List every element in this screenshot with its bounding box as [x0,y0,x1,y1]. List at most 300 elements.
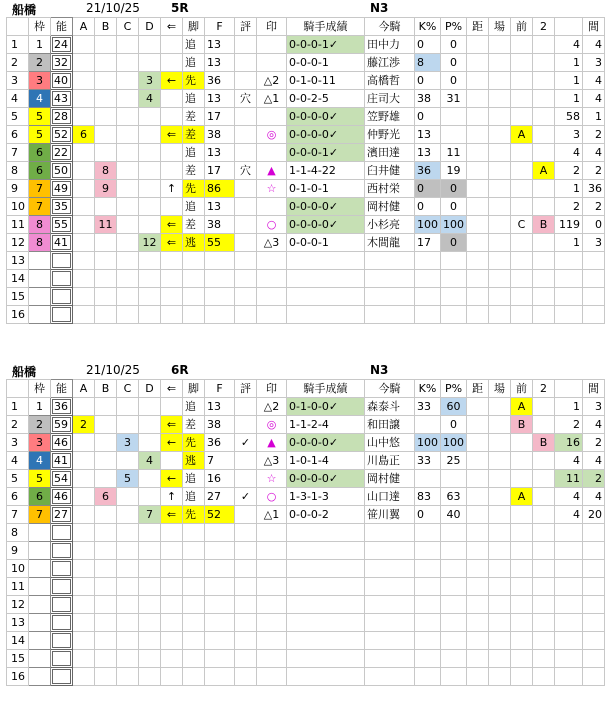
x-cell [555,542,583,560]
f-cell: 13 [205,36,235,54]
waku-cell: 7 [29,506,51,524]
interval-cell [583,288,605,306]
prev-cell [511,234,533,252]
mark-cell: ▲ [257,434,287,452]
k-percent-cell: 36 [415,162,441,180]
mark-cell [257,108,287,126]
f-cell: 17 [205,108,235,126]
jockey-cell: 山中悠 [365,434,415,452]
eval-cell [235,578,257,596]
row-number: 9 [7,180,29,198]
course-cell [489,506,511,524]
b-cell [95,506,117,524]
interval-cell [583,578,605,596]
jockey-cell: 小杉亮 [365,216,415,234]
mark-cell: △1 [257,506,287,524]
d-cell [139,36,161,54]
waku-cell: 2 [29,416,51,434]
p-percent-cell [441,524,467,542]
interval-cell [583,542,605,560]
jockey-record-cell: 1-1-4-22 [287,162,365,180]
k-percent-cell [415,306,441,324]
second-cell [533,524,555,542]
k-percent-cell: 0 [415,506,441,524]
mark-cell: ☆ [257,180,287,198]
race-place: 船橋 [12,365,37,379]
prev-cell [511,614,533,632]
mark-cell [257,596,287,614]
course-cell [489,542,511,560]
mark-cell [257,632,287,650]
row-number: 12 [7,596,29,614]
p-percent-cell: 60 [441,398,467,416]
f-cell: 38 [205,416,235,434]
interval-cell: 4 [583,416,605,434]
waku-cell [29,632,51,650]
ability-cell [51,560,73,578]
prev-cell [511,470,533,488]
course-cell [489,560,511,578]
b-cell [95,416,117,434]
c-cell [117,506,139,524]
arrow-cell: ↑ [161,180,183,198]
f-cell [205,270,235,288]
arrow-cell [161,650,183,668]
a-cell [73,542,95,560]
mark-cell: ○ [257,488,287,506]
p-percent-cell [441,108,467,126]
prev-cell: A [511,126,533,144]
c-cell [117,108,139,126]
c-cell [117,614,139,632]
a-cell [73,398,95,416]
f-cell [205,560,235,578]
row-number: 3 [7,72,29,90]
jockey-cell [365,614,415,632]
k-percent-cell [415,252,441,270]
course-cell [489,288,511,306]
style-cell: 先 [183,434,205,452]
b-cell [95,198,117,216]
style-cell: 追 [183,144,205,162]
jockey-record-cell: 0-0-0-1✓ [287,144,365,162]
table-row [7,452,605,470]
p-percent-cell: 0 [441,234,467,252]
jockey-record-cell: 0-1-0-0✓ [287,398,365,416]
column-header: 場 [489,380,511,398]
a-cell: 2 [73,416,95,434]
x-cell: 1 [555,234,583,252]
ability-cell [51,578,73,596]
d-cell [139,126,161,144]
f-cell: 86 [205,180,235,198]
jockey-cell [365,578,415,596]
interval-cell: 2 [583,434,605,452]
x-cell [555,632,583,650]
c-cell [117,198,139,216]
style-cell: 先 [183,506,205,524]
prev-cell [511,54,533,72]
distance-cell [467,234,489,252]
style-cell: 逃 [183,234,205,252]
d-cell [139,108,161,126]
table-header-row [7,18,605,36]
b-cell [95,54,117,72]
k-percent-cell [415,596,441,614]
k-percent-cell: 8 [415,54,441,72]
b-cell [95,288,117,306]
row-number: 4 [7,452,29,470]
table-row [7,632,605,650]
course-cell [489,54,511,72]
c-cell [117,288,139,306]
column-header: D [139,18,161,36]
jockey-cell [365,668,415,686]
course-cell [489,144,511,162]
row-number: 2 [7,54,29,72]
jockey-cell: 岡村健 [365,198,415,216]
ability-cell: 55 [51,216,73,234]
second-cell [533,54,555,72]
second-cell: B [533,216,555,234]
row-number: 6 [7,488,29,506]
mark-cell: ◎ [257,416,287,434]
row-number: 15 [7,288,29,306]
b-cell [95,72,117,90]
mark-cell [257,542,287,560]
a-cell [73,650,95,668]
column-header: 脚 [183,380,205,398]
jockey-cell [365,632,415,650]
jockey-cell: 笠野雄 [365,108,415,126]
mark-cell: ○ [257,216,287,234]
second-cell [533,288,555,306]
waku-cell: 8 [29,234,51,252]
waku-cell: 6 [29,144,51,162]
f-cell [205,252,235,270]
mark-cell: △3 [257,234,287,252]
course-cell [489,216,511,234]
style-cell [183,668,205,686]
prev-cell [511,560,533,578]
table-row [7,216,605,234]
waku-cell: 1 [29,398,51,416]
row-number: 1 [7,398,29,416]
x-cell [555,524,583,542]
waku-cell [29,560,51,578]
b-cell [95,560,117,578]
waku-cell: 8 [29,216,51,234]
ability-cell [51,524,73,542]
style-cell [183,614,205,632]
arrow-cell: ⇐ [161,216,183,234]
arrow-cell [161,560,183,578]
c-cell [117,270,139,288]
column-header: K% [415,380,441,398]
c-cell [117,488,139,506]
b-cell [95,108,117,126]
style-cell: 追 [183,90,205,108]
waku-cell [29,668,51,686]
table-row [7,542,605,560]
d-cell [139,668,161,686]
prev-cell: C [511,216,533,234]
d-cell [139,416,161,434]
arrow-cell: ↑ [161,488,183,506]
b-cell [95,306,117,324]
eval-cell [235,668,257,686]
eval-cell [235,270,257,288]
f-cell: 13 [205,144,235,162]
column-header [7,18,29,36]
prev-cell [511,198,533,216]
race-header [0,0,608,17]
waku-cell [29,596,51,614]
c-cell [117,578,139,596]
race-class: N3 [370,1,389,15]
b-cell: 6 [95,488,117,506]
column-header: 今騎 [365,18,415,36]
second-cell [533,452,555,470]
row-number: 7 [7,506,29,524]
eval-cell [235,632,257,650]
k-percent-cell: 17 [415,234,441,252]
eval-cell [235,560,257,578]
waku-cell [29,252,51,270]
x-cell: 4 [555,452,583,470]
prev-cell [511,650,533,668]
arrow-cell: ← [161,470,183,488]
waku-cell: 4 [29,452,51,470]
jockey-record-cell: 0-0-0-0✓ [287,198,365,216]
distance-cell [467,488,489,506]
a-cell [73,488,95,506]
x-cell: 4 [555,36,583,54]
column-header: 2 [533,380,555,398]
distance-cell [467,72,489,90]
jockey-cell: 山口達 [365,488,415,506]
distance-cell [467,288,489,306]
column-header: P% [441,18,467,36]
table-header-row [7,380,605,398]
b-cell [95,144,117,162]
a-cell [73,596,95,614]
mark-cell: △3 [257,452,287,470]
distance-cell [467,90,489,108]
c-cell [117,632,139,650]
row-number: 1 [7,36,29,54]
interval-cell [583,306,605,324]
jockey-cell: 和田譲 [365,416,415,434]
x-cell: 3 [555,126,583,144]
jockey-cell: 仲野光 [365,126,415,144]
course-cell [489,416,511,434]
c-cell [117,234,139,252]
column-header: 前 [511,18,533,36]
column-header: A [73,18,95,36]
course-cell [489,668,511,686]
f-cell: 36 [205,434,235,452]
f-cell [205,632,235,650]
mark-cell: △2 [257,398,287,416]
course-cell [489,90,511,108]
jockey-cell: 笹川翼 [365,506,415,524]
f-cell [205,542,235,560]
arrow-cell [161,198,183,216]
second-cell [533,398,555,416]
arrow-cell [161,36,183,54]
arrow-cell: ← [161,434,183,452]
jockey-record-cell: 1-3-1-3 [287,488,365,506]
arrow-cell [161,452,183,470]
second-cell [533,234,555,252]
second-cell: B [533,434,555,452]
jockey-cell: 木間龍 [365,234,415,252]
column-header: B [95,380,117,398]
b-cell [95,36,117,54]
p-percent-cell [441,470,467,488]
style-cell [183,596,205,614]
arrow-cell [161,614,183,632]
style-cell [183,252,205,270]
a-cell [73,434,95,452]
c-cell [117,398,139,416]
c-cell [117,36,139,54]
waku-cell [29,542,51,560]
k-percent-cell: 13 [415,126,441,144]
column-header: P% [441,380,467,398]
arrow-cell [161,54,183,72]
distance-cell [467,36,489,54]
prev-cell [511,524,533,542]
eval-cell [235,72,257,90]
f-cell [205,578,235,596]
a-cell [73,668,95,686]
course-cell [489,126,511,144]
course-cell [489,398,511,416]
ability-cell: 54 [51,470,73,488]
distance-cell [467,144,489,162]
column-header: D [139,380,161,398]
b-cell [95,270,117,288]
column-header: 距 [467,18,489,36]
x-cell [555,650,583,668]
a-cell [73,90,95,108]
p-percent-cell [441,560,467,578]
course-cell [489,578,511,596]
a-cell [73,54,95,72]
column-header: ⇐ [161,18,183,36]
jockey-record-cell: 0-1-0-11 [287,72,365,90]
f-cell: 55 [205,234,235,252]
c-cell [117,162,139,180]
distance-cell [467,434,489,452]
eval-cell [235,180,257,198]
second-cell [533,270,555,288]
b-cell [95,650,117,668]
distance-cell [467,252,489,270]
row-number: 11 [7,216,29,234]
x-cell [555,596,583,614]
row-number: 12 [7,234,29,252]
course-cell [489,614,511,632]
row-number: 14 [7,632,29,650]
course-cell [489,162,511,180]
b-cell [95,126,117,144]
jockey-record-cell: 0-0-0-1 [287,54,365,72]
p-percent-cell [441,542,467,560]
ability-cell: 41 [51,234,73,252]
f-cell [205,650,235,668]
waku-cell [29,270,51,288]
jockey-record-cell: 0-0-0-0✓ [287,126,365,144]
k-percent-cell [415,668,441,686]
row-number: 3 [7,434,29,452]
d-cell: 12 [139,234,161,252]
waku-cell: 3 [29,434,51,452]
f-cell: 7 [205,452,235,470]
p-percent-cell [441,614,467,632]
distance-cell [467,162,489,180]
b-cell [95,524,117,542]
jockey-cell [365,306,415,324]
ability-cell: 50 [51,162,73,180]
a-cell [73,270,95,288]
prev-cell [511,108,533,126]
a-cell [73,288,95,306]
table-row [7,270,605,288]
jockey-cell [365,560,415,578]
style-cell: 先 [183,180,205,198]
b-cell [95,542,117,560]
interval-cell: 20 [583,506,605,524]
column-header: ⇐ [161,380,183,398]
d-cell [139,524,161,542]
k-percent-cell [415,650,441,668]
jockey-cell [365,524,415,542]
arrow-cell [161,398,183,416]
d-cell [139,180,161,198]
race-date: 21/10/25 [86,1,140,15]
interval-cell: 4 [583,36,605,54]
jockey-record-cell [287,288,365,306]
a-cell: 6 [73,126,95,144]
race-number: 5R [171,1,189,15]
p-percent-cell: 0 [441,72,467,90]
table-row [7,650,605,668]
distance-cell [467,524,489,542]
row-number: 8 [7,524,29,542]
c-cell [117,216,139,234]
prev-cell [511,36,533,54]
distance-cell [467,306,489,324]
k-percent-cell: 33 [415,452,441,470]
mark-cell [257,650,287,668]
mark-cell [257,36,287,54]
d-cell [139,434,161,452]
d-cell [139,162,161,180]
p-percent-cell [441,288,467,306]
c-cell [117,144,139,162]
b-cell [95,234,117,252]
b-cell [95,434,117,452]
ability-cell [51,614,73,632]
f-cell: 13 [205,90,235,108]
distance-cell [467,180,489,198]
k-percent-cell: 0 [415,72,441,90]
table-row [7,162,605,180]
table-row [7,578,605,596]
